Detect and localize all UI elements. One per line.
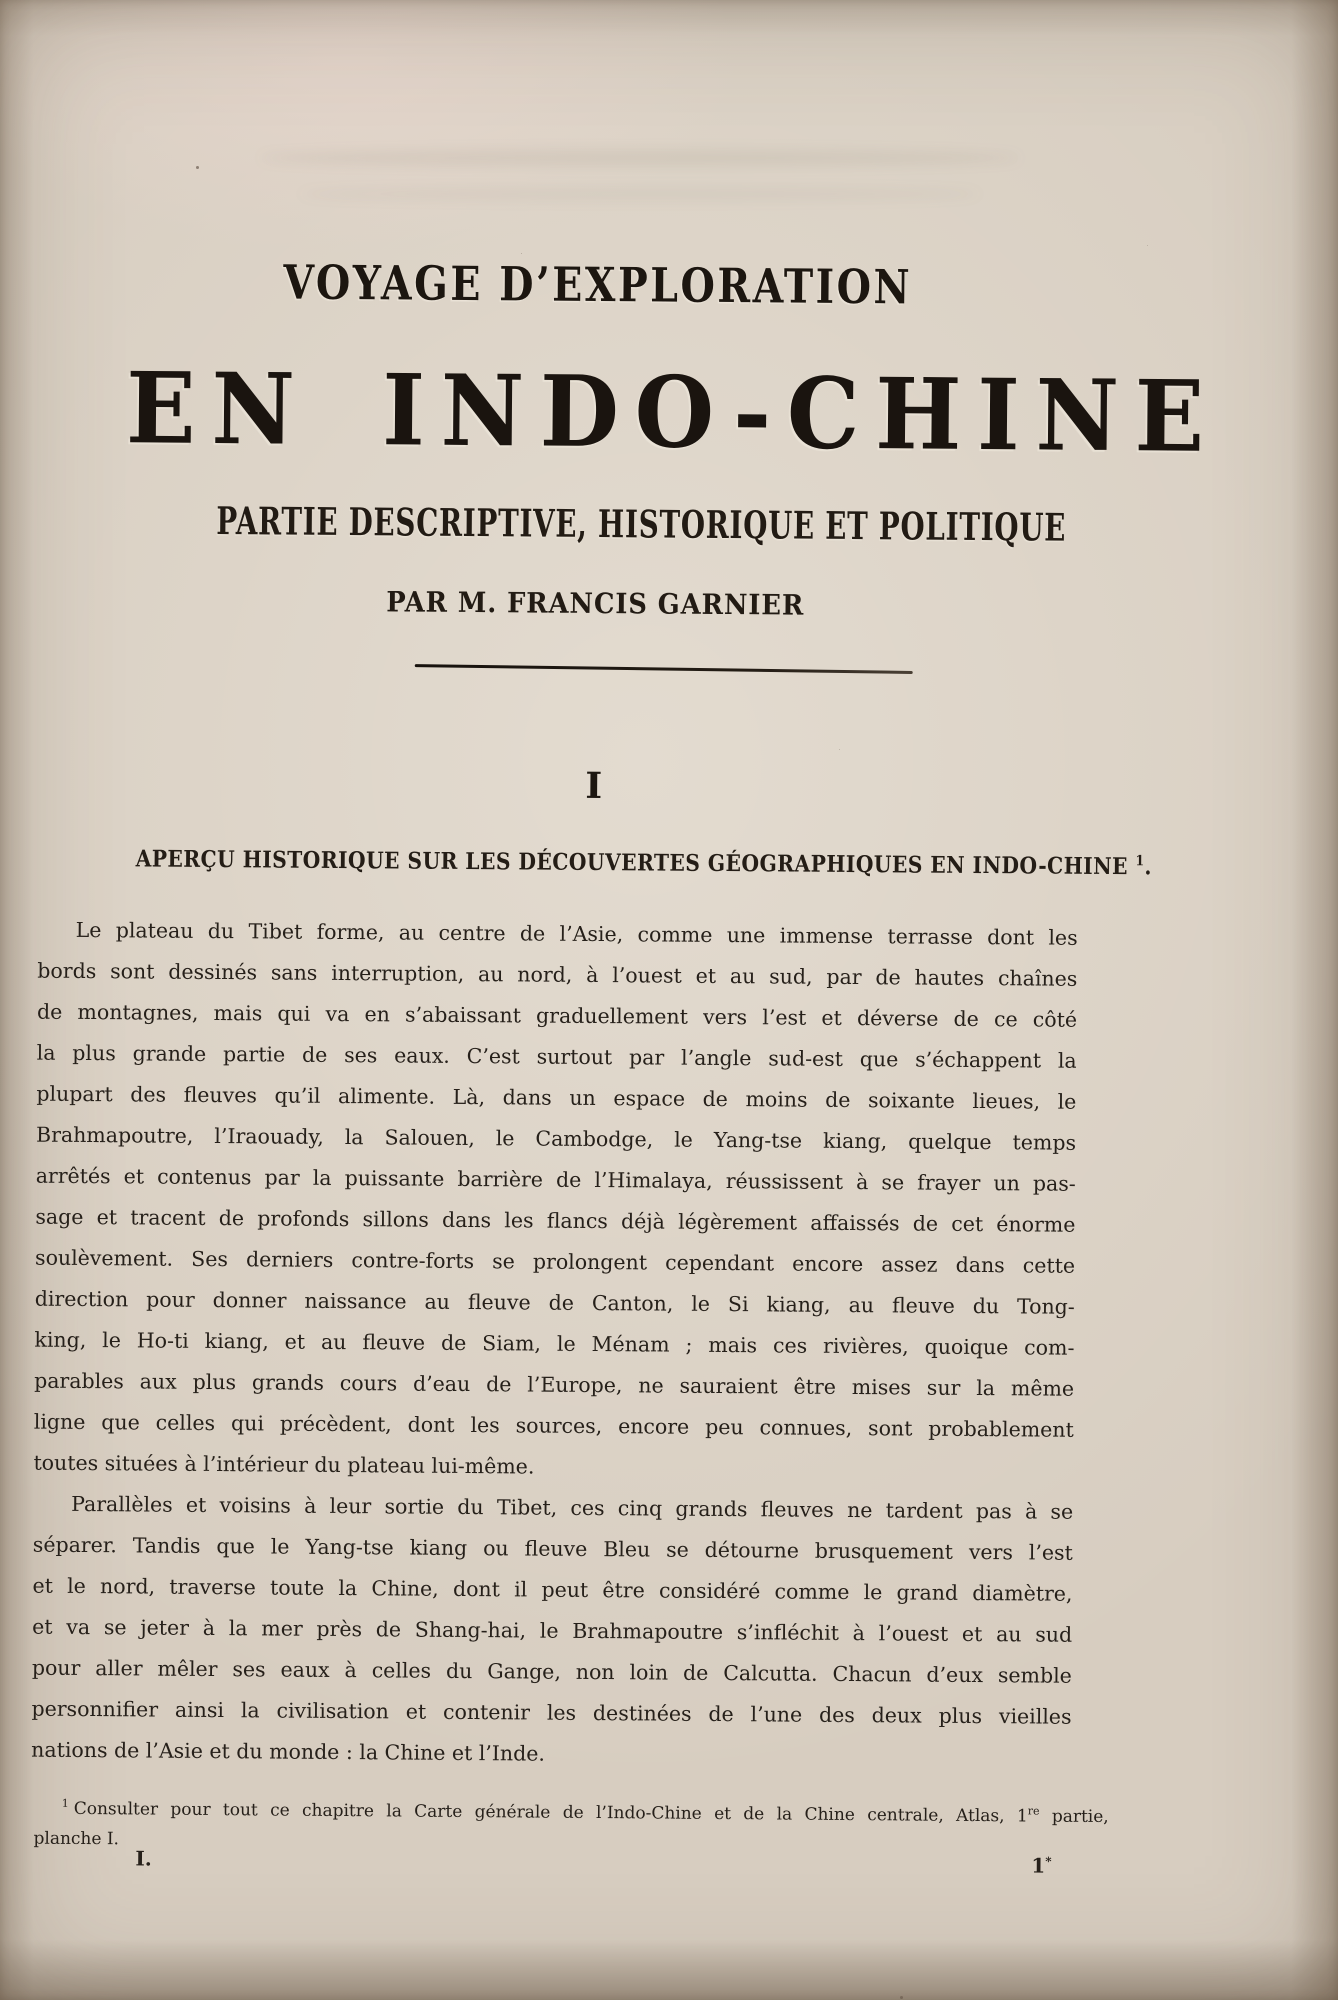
body-line: personnifier ainsi la civilisation et contenir les destinées de l’une des deux plus vieilles xyxy=(31,1696,1072,1729)
body-line: séparer. Tandis que le Yang-tse kiang ou fleuve Bleu se détourne brusquement vers l’est xyxy=(32,1532,1073,1565)
body-line: et va se jeter à la mer près de Shang-hai, le Brahmapoutre s’infléchit à l’ouest et au sud xyxy=(32,1614,1073,1647)
footnote-marker: 1 xyxy=(61,1796,69,1810)
book-subtitle: PARTIE DESCRIPTIVE, HISTORIQUE ET POLITIQUE xyxy=(216,498,1067,550)
body-paragraph xyxy=(33,910,1077,1492)
book-title-line2: EN INDO-CHINE xyxy=(125,351,1221,475)
body-paragraph xyxy=(31,1484,1073,1779)
body-line: plupart des fleuves qu’il alimente. Là, dans un espace de moins de soixante lieues, le xyxy=(36,1081,1077,1114)
book-byline: PAR M. FRANCIS GARNIER xyxy=(386,585,805,622)
footnote-text-a: Consulter pour tout ce chapitre la Carte générale de l’Indo-Chine et de la Chine centrale, Atlas, 1 xyxy=(73,1798,1028,1827)
sheet-mark-number: 1 xyxy=(1031,1853,1046,1878)
chapter-heading-text: APERÇU HISTORIQUE SUR LES DÉCOUVERTES GÉOGRAPHIQUES EN INDO-CHINE xyxy=(135,845,1129,881)
chapter-heading-period: . xyxy=(1144,853,1153,881)
body-line: pour aller mêler ses eaux à celles du Gange, non loin de Calcutta. Chacun d’eux semble xyxy=(31,1655,1072,1688)
body-line: nations de l’Asie et du monde : la Chine et l’Inde. xyxy=(31,1737,546,1766)
body-line: king, le Ho-ti kiang, et au fleuve de Siam, le Ménam ; mais ces rivières, quoique com- xyxy=(34,1327,1075,1360)
body-line: sage et tracent de profonds sillons dans les flancs déjà légèrement affaissés de cet énorme xyxy=(35,1204,1076,1237)
body-line: ligne que celles qui précèdent, dont les sources, encore peu connues, sont probablement xyxy=(33,1409,1074,1442)
body-line: parables aux plus grands cours d’eau de l’Europe, ne sauraient être mises sur la même xyxy=(34,1368,1075,1401)
body-line: et le nord, traverse toute la Chine, dont il peut être considéré comme le grand diamètre, xyxy=(32,1573,1073,1606)
body-line: Parallèles et voisins à leur sortie du Tibet, ces cinq grands fleuves ne tardent pas à se xyxy=(71,1491,1074,1524)
footnote-ordinal-superscript: re xyxy=(1027,1804,1040,1818)
body-line: arrêtés et contenus par la puissante barrière de l’Himalaya, réussissent à se frayer un pas- xyxy=(35,1163,1076,1196)
body-line: Brahmapoutre, l’Iraouady, la Salouen, le Cambodge, le Yang-tse kiang, quelque temps xyxy=(35,1122,1077,1155)
body-line: soulèvement. Ses derniers contre-forts se prolongent cependant encore assez dans cette xyxy=(35,1245,1076,1278)
title-block xyxy=(80,0,1221,881)
body-line: la plus grande partie de ses eaux. C’est surtout par l’angle sud-est que s’échappent la xyxy=(36,1040,1077,1073)
title-divider-rule xyxy=(415,664,913,674)
chapter-numeral: I xyxy=(585,764,603,808)
chapter-heading xyxy=(135,845,1153,881)
sheet-mark-right xyxy=(1031,1853,1051,1877)
body-line: bords sont dessinés sans interruption, au nord, à l’ouest et au sud, par de hautes chaînes xyxy=(37,958,1078,991)
footnote-text-b: partie, xyxy=(1039,1806,1109,1828)
footnote xyxy=(33,1789,1108,1862)
body-line: Le plateau du Tibet forme, au centre de l’Asie, comme une immense terrasse dont les xyxy=(75,917,1078,950)
sheet-mark-superscript: * xyxy=(1045,1854,1052,1869)
footnote-line2: planche I. xyxy=(33,1828,120,1850)
book-title-line1: VOYAGE D’EXPLORATION xyxy=(283,255,913,316)
body-line: direction pour donner naissance au fleuve de Canton, le Si kiang, au fleuve du Tong- xyxy=(34,1286,1075,1319)
body-text xyxy=(31,910,1078,1779)
body-line: de montagnes, mais qui va en s’abaissant graduellement vers l’est et déverse de ce côté xyxy=(36,999,1078,1032)
signature-mark-left: I. xyxy=(135,1846,152,1871)
body-line: toutes situées à l’intérieur du plateau lui-même. xyxy=(33,1450,535,1479)
footnote-ref-superscript: 1 xyxy=(1135,853,1145,870)
